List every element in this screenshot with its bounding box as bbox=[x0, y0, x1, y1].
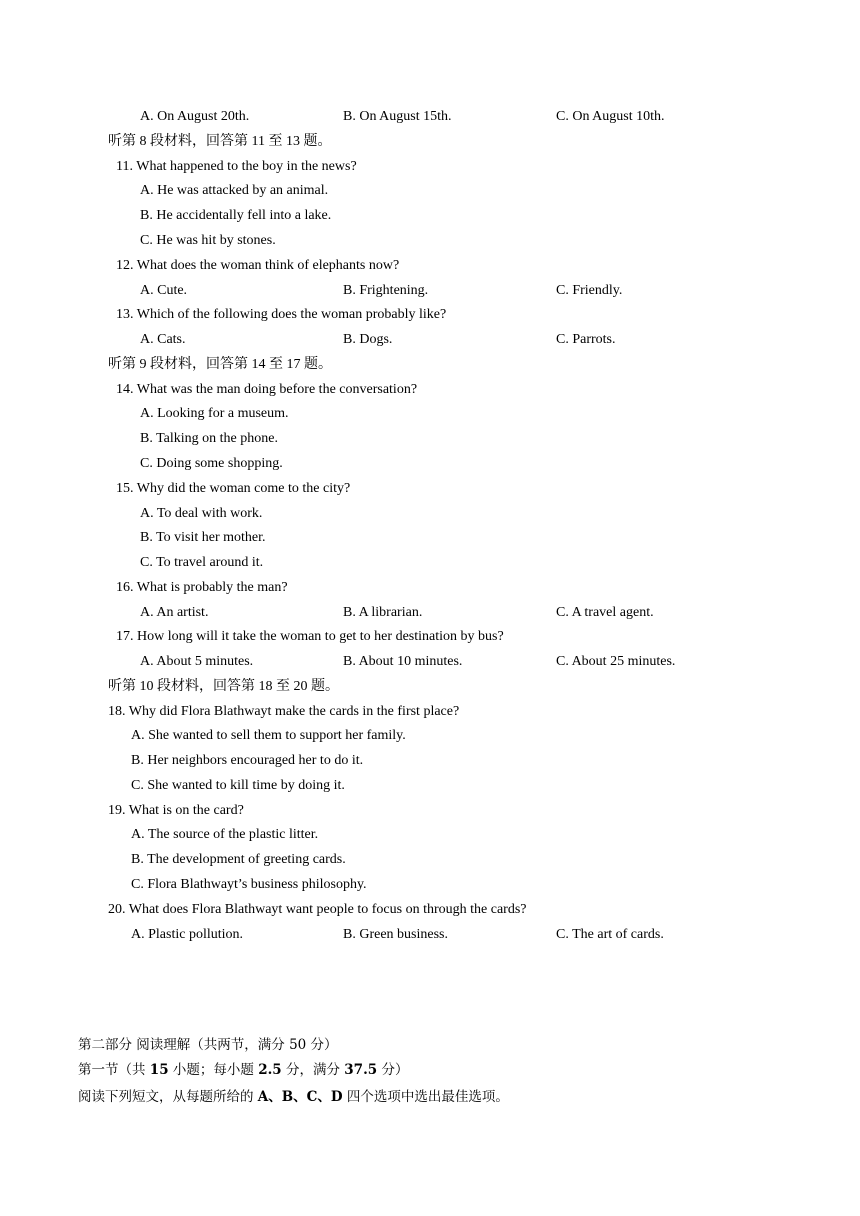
section-1-text-mid2: 分，满分 bbox=[281, 1062, 345, 1078]
instruction-text-pre: 阅读下列短文，从每题所给的 bbox=[78, 1089, 258, 1105]
q19-option-a: A. The source of the plastic litter. bbox=[131, 827, 319, 842]
q20-stem: 20. What does Flora Blathwayt want people to focus on through the cards? bbox=[108, 902, 527, 917]
q17-option-c: C. About 25 minutes. bbox=[556, 654, 676, 669]
q11-option-c: C. He was hit by stones. bbox=[140, 233, 276, 248]
reading-instruction bbox=[78, 1088, 509, 1106]
q12-option-a: A. Cute. bbox=[140, 283, 188, 298]
q15-stem: 15. Why did the woman come to the city? bbox=[116, 481, 351, 496]
q15-option-b: B. To visit her mother. bbox=[140, 530, 266, 545]
q16-option-b: B. A librarian. bbox=[343, 605, 423, 620]
q10-option-c: C. On August 10th. bbox=[556, 109, 665, 124]
q17-option-b: B. About 10 minutes. bbox=[343, 654, 463, 669]
q10-option-a: A. On August 20th. bbox=[140, 109, 250, 124]
q12-option-c: C. Friendly. bbox=[556, 283, 623, 298]
part-2-title: 第二部分 阅读理解（共两节，满分 50 分） bbox=[78, 1037, 338, 1053]
q18-option-a: A. She wanted to sell them to support her family. bbox=[131, 728, 406, 743]
instruction-option-letters: A、B、C、D bbox=[257, 1089, 343, 1105]
q13-option-b: B. Dogs. bbox=[343, 332, 393, 347]
q13-option-c: C. Parrots. bbox=[556, 332, 616, 347]
section-1-points-total: 37.5 bbox=[344, 1062, 378, 1078]
q16-option-a: A. An artist. bbox=[140, 605, 209, 620]
instruction-text-post: 四个选项中选出最佳选项。 bbox=[342, 1089, 509, 1105]
q12-option-b: B. Frightening. bbox=[343, 283, 429, 298]
section-1-text-mid1: 小题；每小题 bbox=[168, 1062, 259, 1078]
q20-option-a: A. Plastic pollution. bbox=[131, 927, 243, 942]
q14-option-c: C. Doing some shopping. bbox=[140, 456, 283, 471]
section-1-points-each: 2.5 bbox=[258, 1062, 282, 1078]
section-9-heading: 听第 9 段材料，回答第 14 至 17 题。 bbox=[108, 357, 332, 372]
q14-stem: 14. What was the man doing before the conversation? bbox=[116, 382, 418, 397]
q18-option-c: C. She wanted to kill time by doing it. bbox=[131, 778, 345, 793]
q15-option-c: C. To travel around it. bbox=[140, 555, 264, 570]
q19-option-b: B. The development of greeting cards. bbox=[131, 852, 346, 867]
q17-stem: 17. How long will it take the woman to get to her destination by bus? bbox=[116, 629, 504, 644]
q19-stem: 19. What is on the card? bbox=[108, 803, 244, 818]
q10-option-b: B. On August 15th. bbox=[343, 109, 452, 124]
section-1-text-pre: 第一节（共 bbox=[78, 1062, 150, 1078]
q13-stem: 13. Which of the following does the woman probably like? bbox=[116, 307, 447, 322]
q18-option-b: B. Her neighbors encouraged her to do it. bbox=[131, 753, 364, 768]
q20-option-c: C. The art of cards. bbox=[556, 927, 664, 942]
section-1-question-count: 15 bbox=[149, 1062, 169, 1078]
q11-stem: 11. What happened to the boy in the news? bbox=[116, 159, 357, 174]
q14-option-b: B. Talking on the phone. bbox=[140, 431, 278, 446]
q16-stem: 16. What is probably the man? bbox=[116, 580, 288, 595]
q11-option-b: B. He accidentally fell into a lake. bbox=[140, 208, 332, 223]
q11-option-a: A. He was attacked by an animal. bbox=[140, 183, 329, 198]
q18-stem: 18. Why did Flora Blathwayt make the cards in the first place? bbox=[108, 704, 460, 719]
q17-option-a: A. About 5 minutes. bbox=[140, 654, 254, 669]
q16-option-c: C. A travel agent. bbox=[556, 605, 654, 620]
q15-option-a: A. To deal with work. bbox=[140, 506, 263, 521]
section-10-heading: 听第 10 段材料，回答第 18 至 20 题。 bbox=[108, 679, 339, 694]
q13-option-a: A. Cats. bbox=[140, 332, 186, 347]
section-1-heading bbox=[78, 1061, 408, 1079]
q14-option-a: A. Looking for a museum. bbox=[140, 406, 289, 421]
section-8-heading: 听第 8 段材料，回答第 11 至 13 题。 bbox=[108, 134, 332, 149]
q20-option-b: B. Green business. bbox=[343, 927, 448, 942]
q19-option-c: C. Flora Blathwayt’s business philosophy. bbox=[131, 877, 367, 892]
q12-stem: 12. What does the woman think of elephants now? bbox=[116, 258, 400, 273]
section-1-text-post: 分） bbox=[377, 1062, 409, 1078]
